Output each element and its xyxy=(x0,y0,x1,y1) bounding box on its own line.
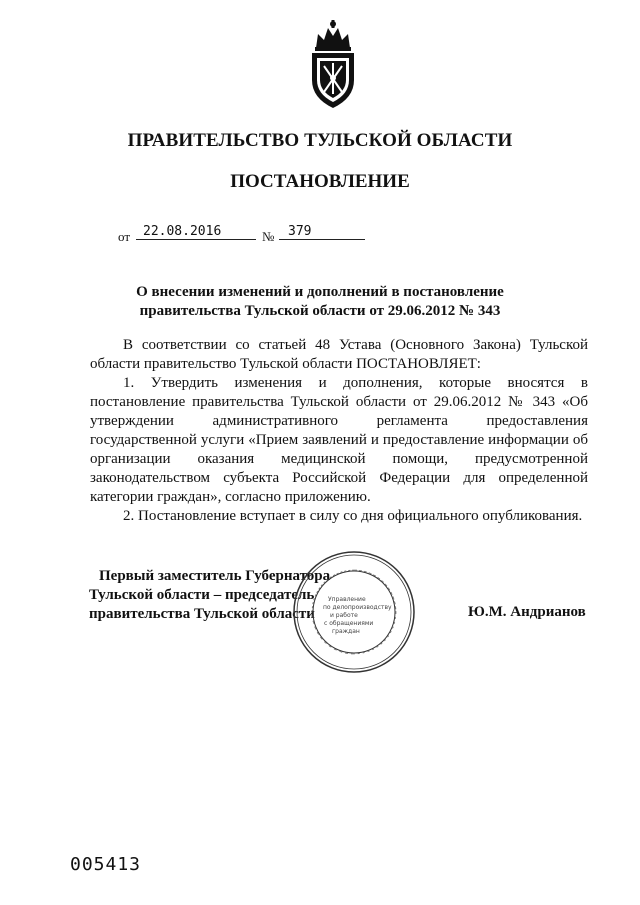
svg-text:по делопроизводству: по делопроизводству xyxy=(323,604,392,611)
document-number: 379 xyxy=(288,224,312,239)
body-intro: В соответствии со статьей 48 Устава (Основного Закона) Тульской области правительство Тульской области ПОСТАНОВЛЯЕТ: xyxy=(90,337,588,372)
signatory-line-3: правительства Тульской области xyxy=(89,606,315,622)
signatory-line-2: Тульской области – председатель xyxy=(89,587,315,603)
svg-text:и работе: и работе xyxy=(330,612,358,619)
coat-of-arms-emblem xyxy=(302,18,364,110)
document-date: 22.08.2016 xyxy=(143,224,222,239)
subject-line-2: правительства Тульской области от 29.06.2012 № 343 xyxy=(139,303,501,319)
official-stamp xyxy=(290,548,418,676)
svg-text:граждан: граждан xyxy=(332,628,360,635)
svg-text:Управление: Управление xyxy=(328,596,366,603)
document-type: ПОСТАНОВЛЕНИЕ xyxy=(230,171,410,192)
government-title: ПРАВИТЕЛЬСТВО ТУЛЬСКОЙ ОБЛАСТИ xyxy=(127,130,513,151)
signatory-line-1: Первый заместитель Губернатора xyxy=(99,568,331,584)
date-label: от xyxy=(118,229,131,244)
svg-text:с обращениями: с обращениями xyxy=(324,620,374,627)
number-label: № xyxy=(262,229,275,244)
body-item-2: 2. Постановление вступает в силу со дня официального опубликования. xyxy=(123,508,583,524)
document-body xyxy=(90,336,588,526)
document-subject xyxy=(0,283,640,321)
document-meta xyxy=(0,224,640,244)
signatory-name: Ю.М. Андрианов xyxy=(468,604,586,620)
subject-line-1: О внесении изменений и дополнений в постановление xyxy=(136,284,504,300)
registration-number: 005413 xyxy=(70,854,142,875)
body-item-1: 1. Утвердить изменения и дополнения, которые вносятся в постановление правительства Тульской области от 29.06.2012 № 343 «Об утверждении административного регламента предоставления государственной услуги «Прием заявлений и предоставление информации об организации оказания медицинской помощи, предусмотренной законодательством субъекта Российской Федерации для определенной категории граждан», согласно приложению. xyxy=(90,375,588,505)
